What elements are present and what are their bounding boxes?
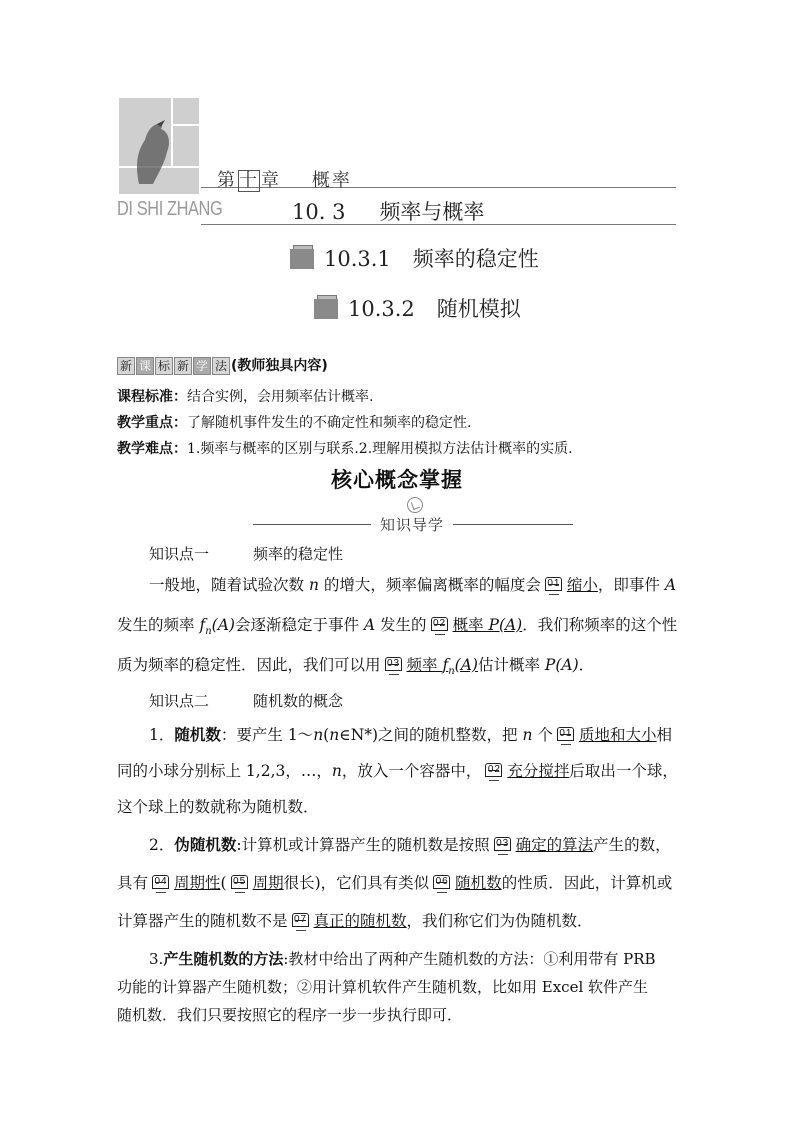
answer-marker: 02 [483, 759, 505, 779]
teaching-difficulty: 教学难点：1.频率与概率的区别与联系.2.理解用模拟方法估计概率的实质. [117, 441, 573, 457]
guide-rule-left [253, 524, 371, 525]
answer-text: 周期 [252, 874, 284, 892]
section-title: 10. 3 频率与概率 [292, 200, 485, 224]
answer-text: 确定的算法 [515, 836, 594, 854]
answer-marker: 02 [429, 613, 451, 633]
curriculum-tag: 新 [117, 357, 135, 375]
chapter-title: 第 十 章 概率 [217, 170, 352, 191]
answer-marker: 03 [492, 833, 514, 853]
curriculum-tag: 新 [174, 357, 192, 375]
curriculum-tag: 法 [212, 357, 230, 375]
answer-text: 周期性 [174, 874, 221, 892]
teaching-focus: 教学重点：了解随机事件发生的不确定性和频率的稳定性. [117, 415, 472, 431]
course-standard: 课程标准：结合实例，会用频率估计概率. [117, 389, 374, 405]
answer-marker: 05 [229, 871, 251, 891]
curriculum-header [117, 355, 328, 375]
answer-marker: 06 [431, 871, 453, 891]
chapter-pinyin: DI SHI ZHANG [117, 198, 223, 220]
answer-marker: 01 [543, 573, 565, 593]
answer-text: 频率 $f_n(A)$ [406, 656, 478, 678]
subsection-title: 10.3.2 随机模拟 [314, 293, 521, 323]
chapter-banner-image [117, 96, 201, 196]
subsection-title: 10.3.1 频率的稳定性 [290, 243, 539, 273]
knowledge-point-heading: 知识点二 随机数的概念 [149, 692, 344, 710]
bird-silhouette-icon [117, 96, 201, 196]
book-icon [290, 245, 316, 269]
teacher-note: (教师独具内容) [231, 358, 328, 374]
guide-icon [407, 497, 423, 513]
guide-label: 知识导学 [379, 516, 444, 534]
knowledge-point-2-text: 1．随机数：要产生 1～n(n∈N*)之间的随机整数，把 n 个 01 质地和大小相 同的小球分别标上 1,2,3，…，n，放入一个容器中， 02 充分搅拌后取出一个球， 这个球上的数就称为随机数． 2．伪随机数:计算机或计算器产生的随机数是按照 03 确定的算法产生的数， 具有 04 周期性( 05 周期很长)，它们具有类似 06 随机数的性质．因此，计算机或 计算器产生的随机数不是 07 真正的随机数，我们称它们为伪随机数． 3.产生随机数的方法:教材中给出了两种产生随机数的方法：①利用带有 PRB 功能的计算器产生随机数；②用计算机软件产生随机数，比如用 Excel 软件产生 随机数．我们只要按照它的程序一步一步执行即可． [117, 718, 677, 1018]
answer-text: 真正的随机数 [313, 912, 407, 930]
book-icon [314, 295, 340, 319]
knowledge-point-heading: 知识点一 频率的稳定性 [149, 545, 344, 563]
answer-marker: 07 [290, 909, 312, 929]
answer-marker: 03 [383, 653, 405, 673]
core-concept-title: 核心概念掌握 [331, 467, 463, 492]
curriculum-tag: 学 [193, 357, 211, 375]
curriculum-tag: 课 [136, 357, 154, 375]
guide-rule-right [453, 524, 573, 525]
answer-text: 缩小 [566, 576, 598, 594]
answer-marker: 04 [150, 871, 172, 891]
curriculum-tag: 标 [155, 357, 173, 375]
answer-text: 概率 P(A) [452, 616, 523, 634]
answer-marker: 01 [555, 723, 577, 743]
answer-text: 质地和大小 [578, 726, 657, 744]
answer-text: 充分搅拌 [507, 762, 570, 780]
knowledge-point-1-text: 一般地，随着试验次数 n 的增大，频率偏离概率的幅度会 01 缩小，即事件 A 发生的频率 $f_n(A)$会逐渐稳定于事件 A 发生的 02 概率 P(A)．我们称频率的这个性 质为频率的稳定性．因此，我们可以用 03 频率 $f_n(A)$估计概率 P(A)． [117, 568, 677, 678]
answer-text: 随机数 [455, 874, 502, 892]
